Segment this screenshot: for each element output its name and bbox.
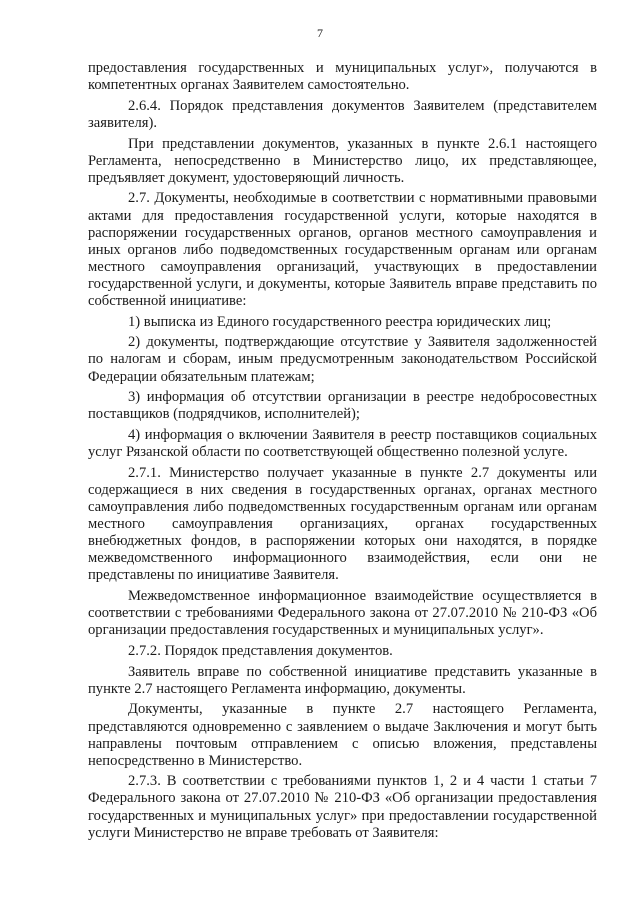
paragraph: 2.7.3. В соответствии с требованиями пунктов 1, 2 и 4 части 1 статьи 7 Федерального закона от 27.07.2010 № 210-ФЗ «Об организации предоставления государственных и муниципальных услуг» при предоставлении государственной услуги Министерство не вправе требовать от Заявителя: — [88, 773, 597, 841]
paragraph: Межведомственное информационное взаимодействие осуществляется в соответствии с требованиями Федерального закона от 27.07.2010 № 210-ФЗ «Об организации предоставления государственных и муниципальных услуг». — [88, 588, 597, 639]
paragraph: 2.6.4. Порядок представления документов Заявителем (представителем заявителя). — [88, 97, 597, 131]
paragraph: 2) документы, подтверждающие отсутствие у Заявителя задолженностей по налогам и сборам, иным предусмотренным законодательством Российской Федерации обязательным платежам; — [88, 334, 597, 385]
paragraph: 4) информация о включении Заявителя в реестр поставщиков социальных услуг Рязанской области по соответствующей общественно полезной услуге. — [88, 427, 597, 461]
page-number: 7 — [317, 26, 323, 40]
document-body — [88, 60, 597, 845]
paragraph: При представлении документов, указанных в пункте 2.6.1 настоящего Регламента, непосредственно в Министерство лицо, их представляющее, предъявляет документ, удостоверяющий личность. — [88, 135, 597, 186]
paragraph: 1) выписка из Единого государственного реестра юридических лиц; — [128, 313, 552, 330]
paragraph: 2.7.1. Министерство получает указанные в пункте 2.7 документы или содержащиеся в них сведения в государственных органах, органах местного самоуправления либо подведомственных государственным органам или органам местного самоуправления организациях, органах государственных внебюджетных фондов, в распоряжении которых они находятся, в порядке межведомственного информационного взаимодействия, если они не представлены по инициативе Заявителя. — [88, 464, 597, 584]
paragraph: предоставления государственных и муниципальных услуг», получаются в компетентных органах Заявителем самостоятельно. — [88, 60, 597, 94]
paragraph: Документы, указанные в пункте 2.7 настоящего Регламента, представляются одновременно с заявлением о выдаче Заключения и могут быть направлены почтовым отправлением с описью вложения, представлены непосредственно в Министерство. — [88, 701, 597, 769]
paragraph: 3) информация об отсутствии организации в реестре недобросовестных поставщиков (подрядчиков, исполнителей); — [88, 389, 597, 423]
paragraph: Заявитель вправе по собственной инициативе представить указанные в пункте 2.7 настоящего Регламента информацию, документы. — [88, 663, 597, 697]
paragraph: 2.7.2. Порядок представления документов. — [128, 642, 393, 659]
paragraph: 2.7. Документы, необходимые в соответствии с нормативными правовыми актами для предоставления государственной услуги, которые находятся в распоряжении государственных органов, органов местного самоуправления и иных органов либо подведомственных государственным органам или органам местного самоуправления организаций, участвующих в предоставлении государственной услуги, и документы, которые Заявитель вправе представить по собственной инициативе: — [88, 190, 597, 309]
